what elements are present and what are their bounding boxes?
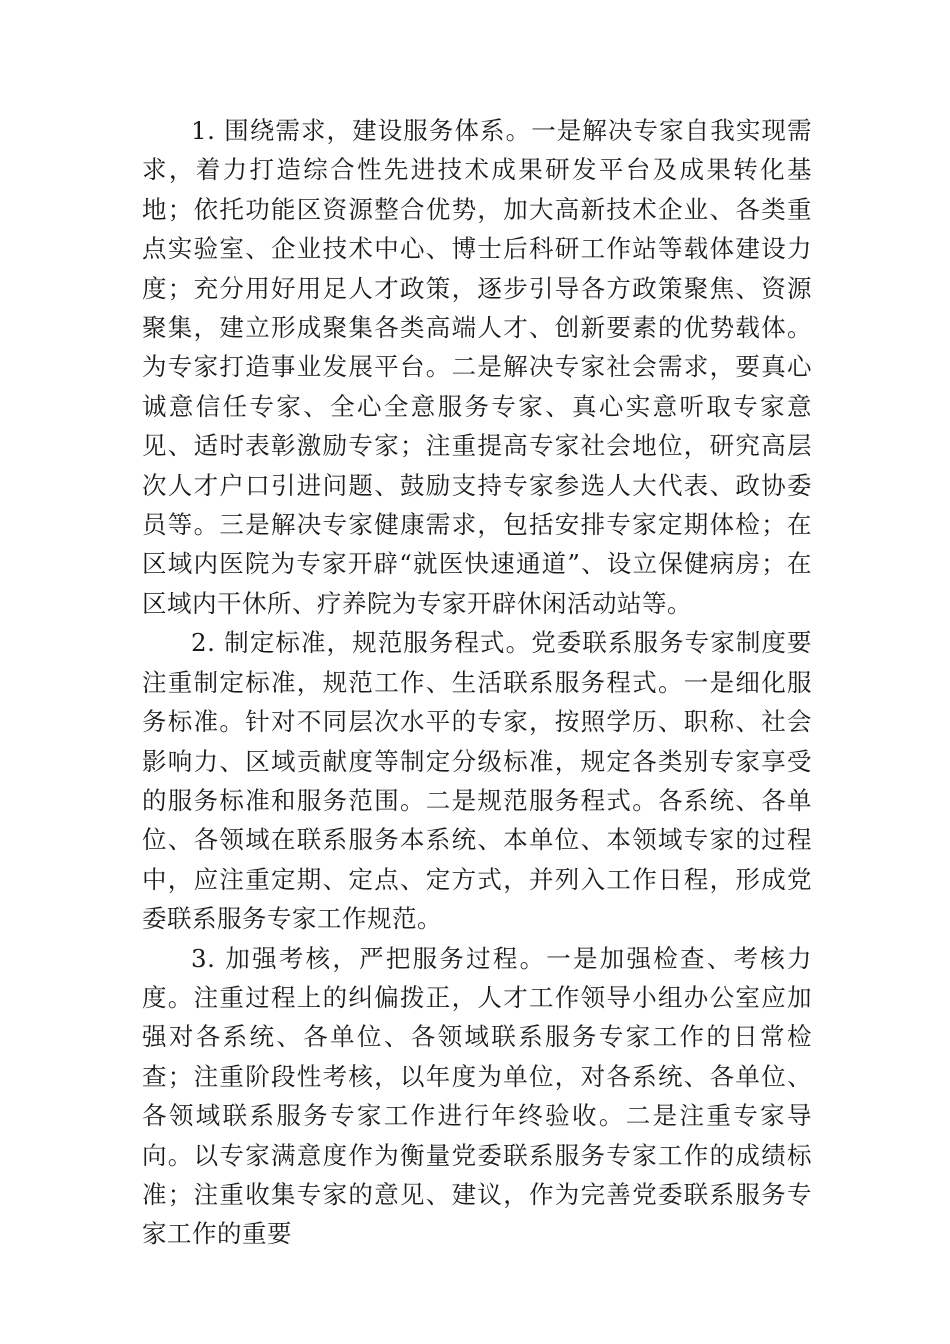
document-body: [142, 111, 812, 1254]
paragraph-1: 1. 围绕需求，建设服务体系。一是解决专家自我实现需求，着力打造综合性先进技术成果研发平台及成果转化基地；依托功能区资源整合优势，加大高新技术企业、各类重点实验室、企业技术中心、博士后科研工作站等载体建设力度；充分用好用足人才政策，逐步引导各方政策聚焦、资源聚集，建立形成聚集各类高端人才、创新要素的优势载体。为专家打造事业发展平台。二是解决专家社会需求，要真心诚意信任专家、全心全意服务专家、真心实意听取专家意见、适时表彰激励专家；注重提高专家社会地位，研究高层次人才户口引进问题、鼓励支持专家参选人大代表、政协委员等。三是解决专家健康需求，包括安排专家定期体检；在区域内医院为专家开辟“就医快速通道”、设立保健病房；在区域内干休所、疗养院为专家开辟休闲活动站等。: [142, 116, 812, 618]
paragraph-2: 2. 制定标准，规范服务程式。党委联系服务专家制度要注重制定标准，规范工作、生活联系服务程式。一是细化服务标准。针对不同层次水平的专家，按照学历、职称、社会影响力、区域贡献度等制定分级标准，规定各类别专家享受的服务标准和服务范围。二是规范服务程式。各系统、各单位、各领域在联系服务本系统、本单位、本领域专家的过程中，应注重定期、定点、定方式，并列入工作日程，形成党委联系服务专家工作规范。: [142, 628, 812, 934]
paragraph-3: 3. 加强考核，严把服务过程。一是加强检查、考核力度。注重过程上的纠偏拨正，人才工作领导小组办公室应加强对各系统、各单位、各领域联系服务专家工作的日常检查；注重阶段性考核，以年度为单位，对各系统、各单位、各领域联系服务专家工作进行年终验收。二是注重专家导向。以专家满意度作为衡量党委联系服务专家工作的成绩标准；注重收集专家的意见、建议，作为完善党委联系服务专家工作的重要: [142, 943, 812, 1249]
